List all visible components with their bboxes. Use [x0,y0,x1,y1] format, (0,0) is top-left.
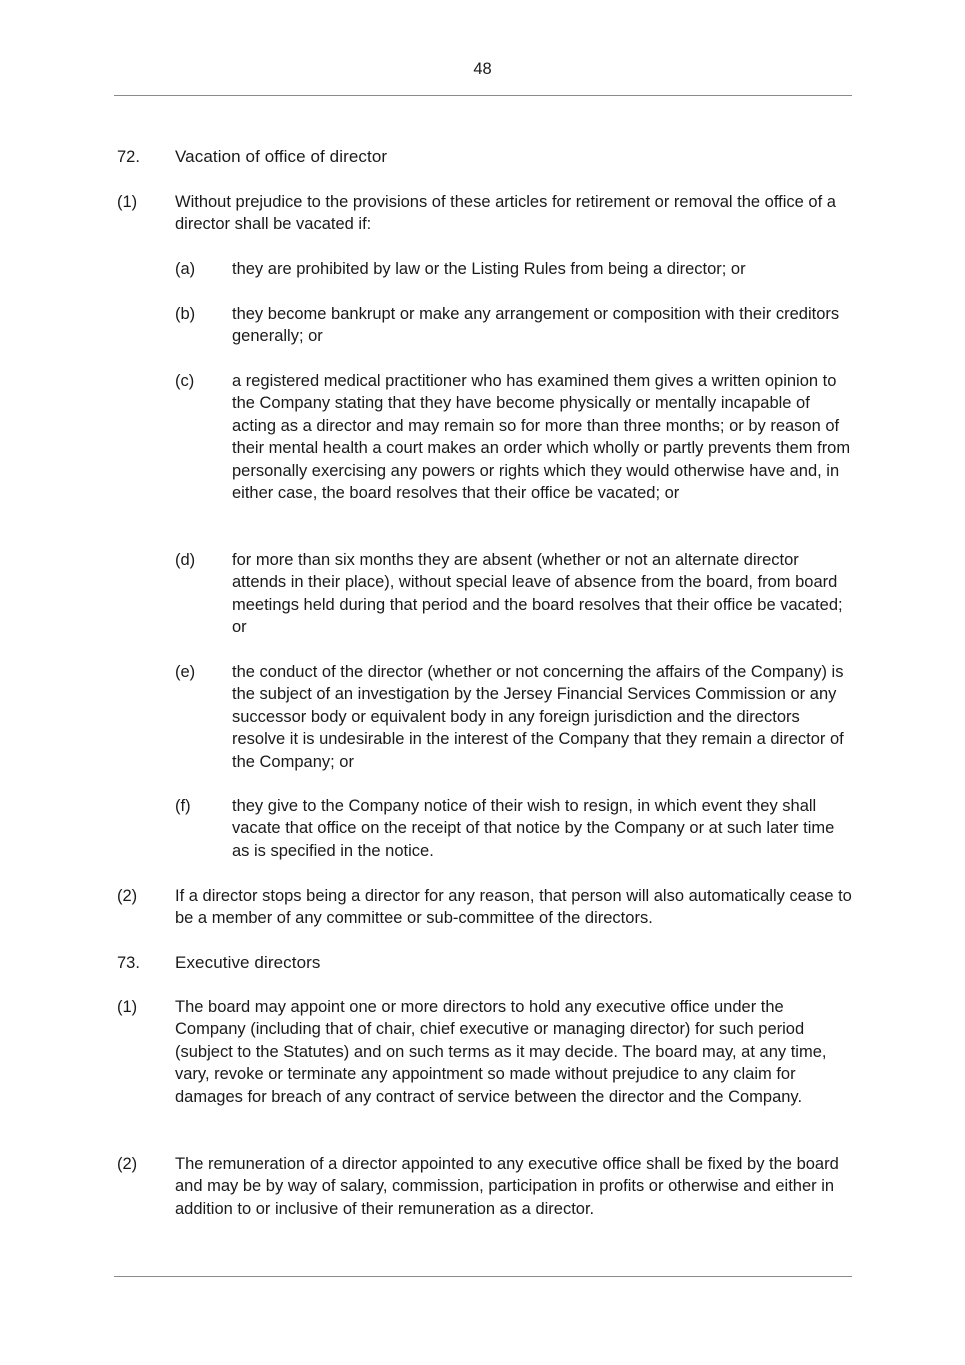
paragraph-number: (1) [117,998,138,1016]
list-item-label: (e) [175,663,196,681]
paragraph-number: (2) [117,887,138,905]
header-rule [114,95,852,96]
list-item-text: for more than six months they are absent (whether or not an alternate director attends in their place), without special leave of absence from the board, from board meetings held during that period and the board resolves that their office be vacated; or [232,551,843,637]
paragraph-number: (2) [117,1155,138,1173]
paragraph-text: Without prejudice to the provisions of these articles for retirement or removal the office of a director shall be vacated if: [175,193,836,234]
list-item-text: a registered medical practitioner who has examined them gives a written opinion to the Company stating that they have become physically or mentally incapable of acting as a director and may remain so for more than three months; or by reason of their mental health a court makes an order which wholly or partly prevents them from personally exercising any powers or rights which they would otherwise have and, in either case, the board resolves that their office be vacated; or [232,372,851,503]
paragraph-text: The remuneration of a director appointed to any executive office shall be fixed by the board and may be by way of salary, commission, participation in profits or otherwise and either in addition to or inclusive of their remuneration as a director. [175,1155,839,1218]
section-title: Vacation of office of director [175,147,388,166]
list-item-text: they become bankrupt or make any arrangement or composition with their creditors generally; or [232,305,840,346]
paragraph-text: If a director stops being a director for any reason, that person will also automatically cease to be a member of any committee or sub-committee of the directors. [175,887,852,928]
list-item-label: (d) [175,551,196,569]
list-item-label: (c) [175,372,195,390]
list-item-label: (b) [175,305,196,323]
section-number: 72. [117,148,140,166]
section-number: 73. [117,954,140,972]
section-title: Executive directors [175,953,321,972]
list-item-text: they are prohibited by law or the Listing Rules from being a director; or [232,260,746,278]
list-item-text: they give to the Company notice of their wish to resign, in which event they shall vacate that office on the receipt of that notice by the Company or at such later time as is specified in the notice. [232,797,835,860]
footer-rule [114,1276,852,1277]
list-item-label: (f) [175,797,191,815]
list-item-text: the conduct of the director (whether or not concerning the affairs of the Company) is the subject of an investigation by the Jersey Financial Services Commission or any successor body or equivalent body in any foreign jurisdiction and the directors resolve it is undesirable in the interest of the Company that they remain a director of the Company; or [232,663,844,771]
paragraph-number: (1) [117,193,138,211]
page-number: 48 [473,60,492,78]
list-item-label: (a) [175,260,196,278]
paragraph-text: The board may appoint one or more directors to hold any executive office under the Company (including that of chair, chief executive or managing director) for such period (subject to the Statutes) and on such terms as it may decide. The board may, at any time, vary, revoke or terminate any appointment so made without prejudice to any claim for damages for breach of any contract of service between the director and the Company. [175,998,827,1106]
